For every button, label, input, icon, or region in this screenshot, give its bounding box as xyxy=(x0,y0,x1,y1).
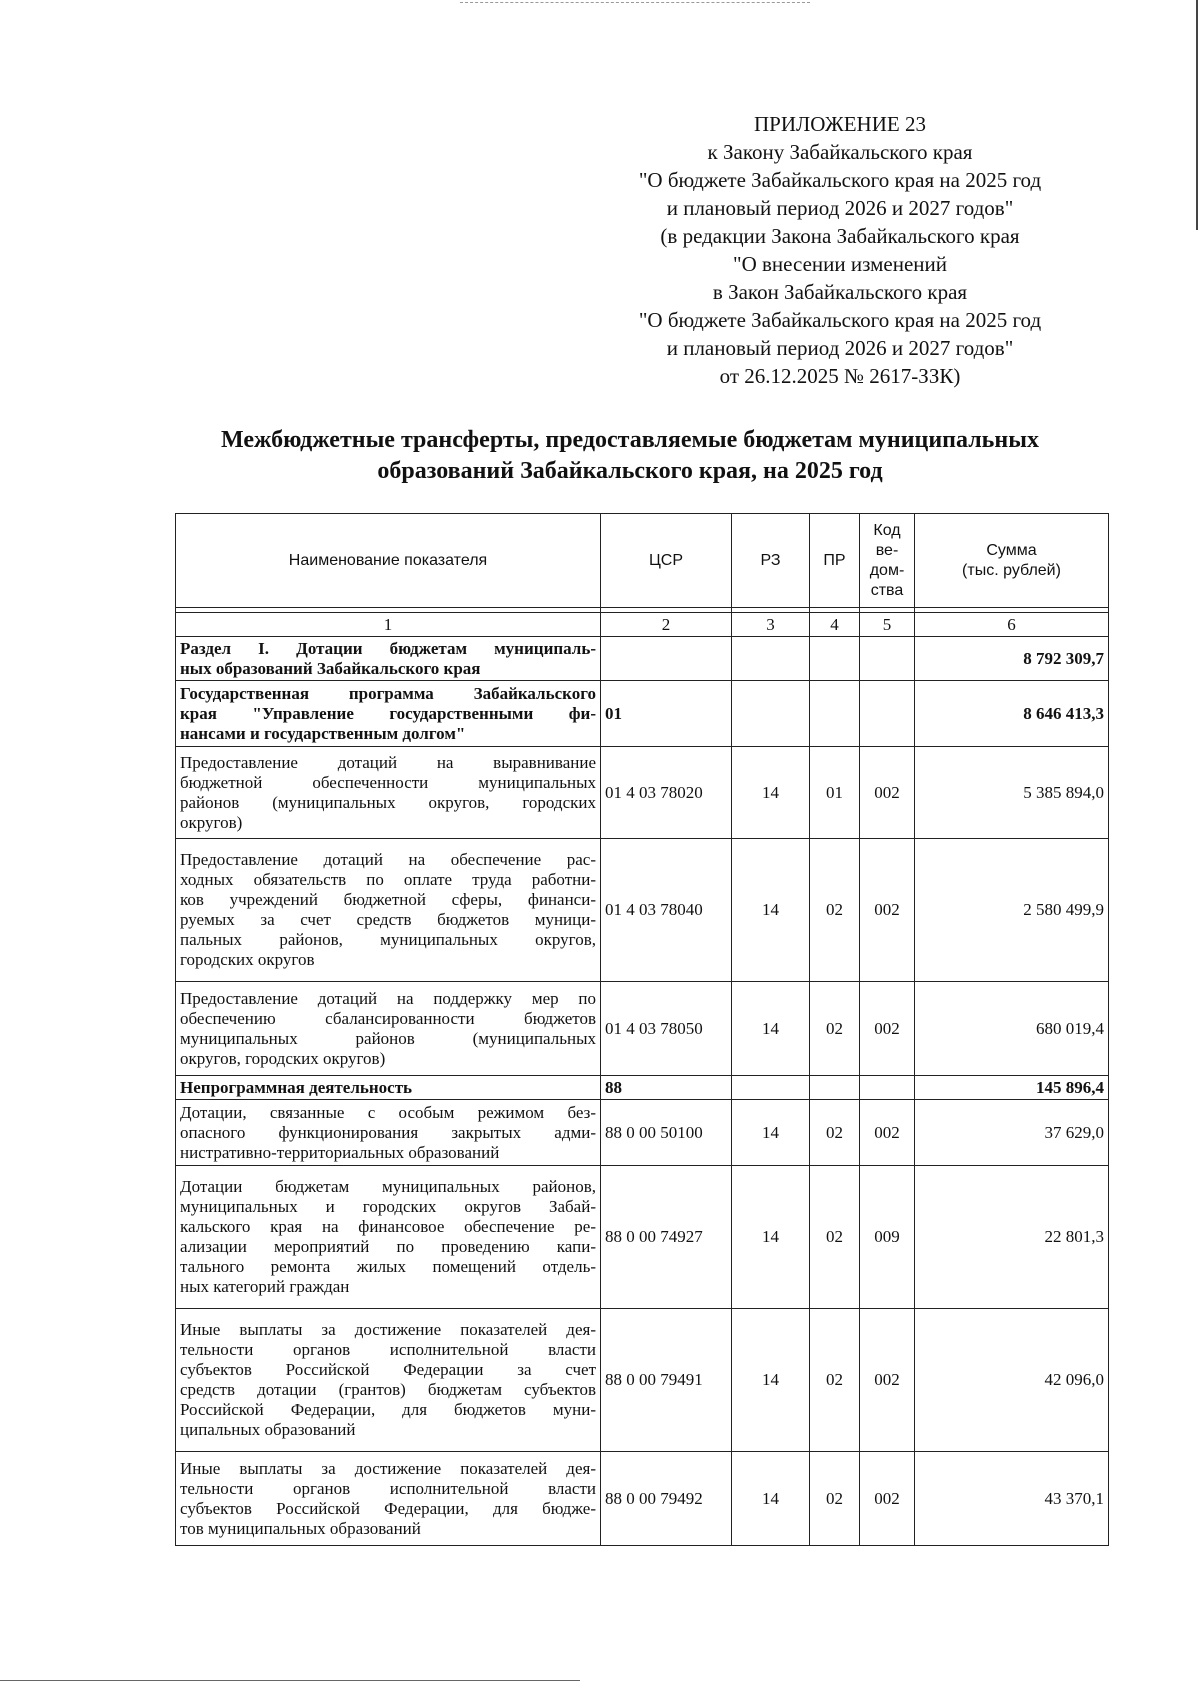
cell-pr xyxy=(810,637,860,681)
table-row xyxy=(176,839,1109,982)
cell-name-line: Иные выплаты за достижение показателей дея- xyxy=(180,1458,596,1478)
cell-rz: 14 xyxy=(732,1452,810,1546)
cell-rz: 14 xyxy=(732,1309,810,1452)
document-title xyxy=(150,425,1110,487)
cell-name-line: бюджетной обеспеченности муниципальных xyxy=(180,772,596,792)
cell-name-line: Раздел I. Дотации бюджетам муниципаль- xyxy=(180,638,596,658)
cell-rz: 14 xyxy=(732,1166,810,1309)
cell-sum: 42 096,0 xyxy=(915,1309,1109,1452)
cell-name-line: обеспечению сбалансированности бюджетов xyxy=(180,1008,596,1028)
cell-name-line: Иные выплаты за достижение показателей дея- xyxy=(180,1320,596,1339)
cell-name-line: субъектов Российской Федерации за счет xyxy=(180,1360,596,1379)
title-line-1: Межбюджетные трансферты, предоставляемые бюджетам муниципальных xyxy=(221,427,1039,453)
appendix-line: в Закон Забайкальского края xyxy=(712,280,968,304)
page-edge-right xyxy=(1196,0,1198,230)
cell-rz xyxy=(732,681,810,747)
cell-sum: 2 580 499,9 xyxy=(915,839,1109,982)
cell-name xyxy=(176,747,601,839)
cell-name-line: Государственная программа Забайкальского xyxy=(180,683,596,703)
transfers-table xyxy=(175,513,1109,1546)
cell-pr: 02 xyxy=(810,1100,860,1166)
cell-sum: 22 801,3 xyxy=(915,1166,1109,1309)
cell-csr: 01 xyxy=(601,681,732,747)
cell-sum: 37 629,0 xyxy=(915,1100,1109,1166)
table-row xyxy=(176,1452,1109,1546)
cell-name xyxy=(176,1166,601,1309)
cell-name-line: Предоставление дотаций на обеспечение рас- xyxy=(180,850,596,869)
header-sum xyxy=(915,514,1109,608)
cell-name-line: Дотации, связанные с особым режимом без- xyxy=(180,1102,596,1122)
header-pr: ПР xyxy=(810,514,860,608)
column-number: 5 xyxy=(860,613,915,637)
column-number: 6 xyxy=(915,613,1109,637)
header-sum-line: (тыс. рублей) xyxy=(962,561,1061,579)
cell-ved: 002 xyxy=(860,982,915,1076)
cell-csr: 01 4 03 78050 xyxy=(601,982,732,1076)
cell-sum: 145 896,4 xyxy=(915,1076,1109,1100)
appendix-header xyxy=(560,110,1120,390)
cell-ved: 002 xyxy=(860,1100,915,1166)
cell-name-line: Российской Федерации, для бюджетов муни- xyxy=(180,1400,596,1419)
table-row xyxy=(176,637,1109,681)
table-body xyxy=(176,637,1109,1546)
cell-ved: 002 xyxy=(860,1452,915,1546)
cell-rz: 14 xyxy=(732,839,810,982)
cell-rz xyxy=(732,1076,810,1100)
cell-ved: 002 xyxy=(860,839,915,982)
cell-csr: 88 0 00 79491 xyxy=(601,1309,732,1452)
cell-sum: 680 019,4 xyxy=(915,982,1109,1076)
cell-ved: 009 xyxy=(860,1166,915,1309)
column-number: 1 xyxy=(176,613,601,637)
cell-name-line: тельности органов исполнительной власти xyxy=(180,1340,596,1359)
cell-pr xyxy=(810,681,860,747)
appendix-line: от 26.12.2025 № 2617-ЗЗК) xyxy=(719,364,961,388)
cell-csr: 88 0 00 74927 xyxy=(601,1166,732,1309)
table-row xyxy=(176,747,1109,839)
cell-name-line: средств дотации (грантов) бюджетам субъектов xyxy=(180,1380,596,1399)
cell-name-line: округов, городских округов) xyxy=(180,1048,386,1068)
cell-name-line: тального ремонта жилых помещений отдель- xyxy=(180,1257,596,1276)
cell-rz: 14 xyxy=(732,1100,810,1166)
cell-csr: 88 0 00 50100 xyxy=(601,1100,732,1166)
cell-rz: 14 xyxy=(732,747,810,839)
cell-name xyxy=(176,681,601,747)
header-kod-line: дом- xyxy=(869,561,905,579)
cell-pr: 02 xyxy=(810,1309,860,1452)
page-edge-bottom xyxy=(0,1680,580,1681)
cell-csr: 88 0 00 79492 xyxy=(601,1452,732,1546)
cell-name-line: нистративно-территориальных образований xyxy=(180,1142,500,1162)
appendix-line: "О бюджете Забайкальского края на 2025 год xyxy=(638,168,1042,192)
appendix-line: "О внесении изменений xyxy=(733,252,947,276)
cell-ved: 002 xyxy=(860,747,915,839)
cell-name-line: округов) xyxy=(180,812,243,832)
appendix-line: ПРИЛОЖЕНИЕ 23 xyxy=(754,112,926,136)
cell-name xyxy=(176,982,601,1076)
cell-rz xyxy=(732,637,810,681)
cell-pr: 02 xyxy=(810,1166,860,1309)
cell-ved xyxy=(860,637,915,681)
cell-csr: 88 xyxy=(601,1076,732,1100)
cell-name xyxy=(176,1076,601,1100)
header-csr: ЦСР xyxy=(601,514,732,608)
cell-sum: 8 646 413,3 xyxy=(915,681,1109,747)
cell-name-line: муниципальных и городских округов Забай- xyxy=(180,1197,596,1216)
header-kod-line: Код xyxy=(873,521,901,539)
table-row xyxy=(176,681,1109,747)
column-number-row xyxy=(176,613,1109,637)
table-row xyxy=(176,1166,1109,1309)
title-line-2: образований Забайкальского края, на 2025 год xyxy=(377,458,883,484)
table-row xyxy=(176,1100,1109,1166)
cell-name-line: Дотации бюджетам муниципальных районов, xyxy=(180,1177,596,1196)
table-row xyxy=(176,1076,1109,1100)
cell-pr: 02 xyxy=(810,1452,860,1546)
cell-name-line: тельности органов исполнительной власти xyxy=(180,1478,596,1498)
appendix-line: и плановый период 2026 и 2027 годов" xyxy=(666,196,1014,220)
cell-pr: 02 xyxy=(810,982,860,1076)
cell-name xyxy=(176,1100,601,1166)
appendix-line: и плановый период 2026 и 2027 годов" xyxy=(666,336,1014,360)
cell-pr: 02 xyxy=(810,839,860,982)
cell-name-line: края "Управление государственными фи- xyxy=(180,703,596,723)
header-kod-line: ства xyxy=(870,581,904,599)
cell-name-line: нансами и государственным долгом" xyxy=(180,723,466,743)
cell-name-line: ципальных образований xyxy=(180,1420,356,1439)
cell-name-line: муниципальных районов (муниципальных xyxy=(180,1028,596,1048)
cell-csr: 01 4 03 78040 xyxy=(601,839,732,982)
cell-name-line: ков учреждений бюджетной сферы, финанси- xyxy=(180,890,596,909)
cell-rz: 14 xyxy=(732,982,810,1076)
cell-name-line: Непрограммная деятельность xyxy=(180,1077,413,1097)
cell-ved: 002 xyxy=(860,1309,915,1452)
cell-name-line: районов (муниципальных округов, городских xyxy=(180,792,596,812)
header-kod-vedomstva xyxy=(860,514,915,608)
cell-name-line: ных категорий граждан xyxy=(180,1277,350,1296)
cell-name-line: ходных обязательств по оплате труда работни- xyxy=(180,870,596,889)
cell-sum: 8 792 309,7 xyxy=(915,637,1109,681)
cell-pr xyxy=(810,1076,860,1100)
cell-csr: 01 4 03 78020 xyxy=(601,747,732,839)
appendix-line: (в редакции Закона Забайкальского края xyxy=(660,224,1020,248)
cell-name-line: городских округов xyxy=(180,950,315,969)
cell-ved xyxy=(860,1076,915,1100)
scan-artifact-line xyxy=(460,2,810,4)
cell-sum: 5 385 894,0 xyxy=(915,747,1109,839)
cell-name-line: Предоставление дотаций на поддержку мер по xyxy=(180,988,596,1008)
header-rz: РЗ xyxy=(732,514,810,608)
cell-name-line: опасного функционирования закрытых адми- xyxy=(180,1122,596,1142)
header-sum-line: Сумма xyxy=(986,541,1037,559)
cell-name xyxy=(176,637,601,681)
cell-name xyxy=(176,1309,601,1452)
column-number: 2 xyxy=(601,613,732,637)
cell-name-line: пальных районов, муниципальных округов, xyxy=(180,930,596,949)
cell-name-line: ализации мероприятий по проведению капи- xyxy=(180,1237,596,1256)
header-kod-line: ве- xyxy=(875,541,899,559)
cell-sum: 43 370,1 xyxy=(915,1452,1109,1546)
cell-pr: 01 xyxy=(810,747,860,839)
table-row xyxy=(176,982,1109,1076)
table-header-row xyxy=(176,514,1109,608)
column-number: 3 xyxy=(732,613,810,637)
cell-name xyxy=(176,1452,601,1546)
header-name: Наименование показателя xyxy=(176,514,601,608)
cell-csr xyxy=(601,637,732,681)
cell-name-line: тов муниципальных образований xyxy=(180,1518,421,1538)
cell-name-line: ных образований Забайкальского края xyxy=(180,658,481,678)
cell-ved xyxy=(860,681,915,747)
column-number: 4 xyxy=(810,613,860,637)
cell-name xyxy=(176,839,601,982)
cell-name-line: руемых за счет средств бюджетов муници- xyxy=(180,910,596,929)
appendix-line: к Закону Забайкальского края xyxy=(707,140,973,164)
cell-name-line: субъектов Российской Федерации, для бюдже- xyxy=(180,1498,596,1518)
table-row xyxy=(176,1309,1109,1452)
cell-name-line: Предоставление дотаций на выравнивание xyxy=(180,752,596,772)
appendix-line: "О бюджете Забайкальского края на 2025 год xyxy=(638,308,1042,332)
cell-name-line: кальского края на финансовое обеспечение ре- xyxy=(180,1217,596,1236)
